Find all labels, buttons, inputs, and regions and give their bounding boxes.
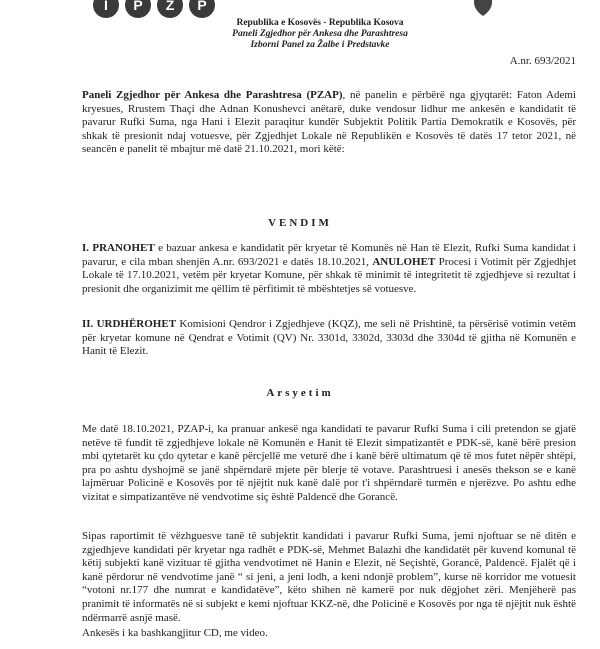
logo-letter: Z xyxy=(157,0,183,18)
reasoning-paragraph-3: Ankesës i ka bashkangjitur CD, me video. xyxy=(82,627,268,639)
reasoning-paragraph-2: Sipas raportimit të vëzhguesve tanë të subjektit kandidati i pavarur Rufki Suma, jemi njoftuar se në ditën e zgjedhjeve kandidati për kryetar nga radhët e PDK-së, Mehmet Balazhi dhe kandidatët për kuvend komunal të këtij subjekti kanë vizituar të gjitha vendvotimet në Hanin e Elezit, në Seçishtë, Gorancë, Paldencë. Fjalët që i kanë përdorur në vendvotime janë “ si jeni, a jeni lodh, a keni ndonjë problem”, kurse në korridor me votuesit “votoni nr.177 dhe numrat e kandidatëve”, këto shihen në kamerë por nuk dëgjohet zëri. Menjëherë pas pranimit të informatës në si subjekt e kemi njoftuar KKZ-në, dhe Policinë e Kosovës por nga të njëjtit nuk është ndërmarrë asnjë masë. xyxy=(82,530,576,624)
intro-paragraph xyxy=(82,89,576,157)
institution-header xyxy=(200,18,440,51)
decision-1-text: e bazuar ankesa e kandidatit për kryetar të Komunës në Han të Elezit, Rufki Suma kandidat i pavarur, e cila mban shenjën A.nr. 693/2021 e datës 18.10.2021, xyxy=(82,242,576,268)
header-line-1: Republika e Kosovës - Republika Kosova xyxy=(236,18,404,28)
header-line-3: Izborni Panel za Žalbe i Predstavke xyxy=(250,40,390,50)
ipzp-logo xyxy=(93,0,215,18)
decision-1-lead: I. PRANOHET xyxy=(82,242,155,254)
logo-letter: I xyxy=(93,0,119,18)
logo-letter: P xyxy=(125,0,151,18)
header-line-2: Paneli Zgjedhor për Ankesa dhe Parashtresa xyxy=(232,29,408,39)
decision-1-text-2: Procesi i Votimit për Zgjedhjet Lokale të 17.10.2021, vetëm për kryetar Komune, për shkak të minimit të integritetit të zgjedhjeve si rezultat i presionit dhe organizimit me qëllim të përfitimit të mbështetjes së votuesve. xyxy=(82,255,577,295)
decision-2-text: Komisioni Qendror i Zgjedhjeve (KQZ), me seli në Prishtinë, ta përsërisë votimin vetëm për kryetar komune në Qendrat e Votimit (QV) Nr. 3301d, 3302d, 3303d dhe 3304d të gjitha në Komunën e Hanit të Elezit. xyxy=(82,318,576,358)
coat-of-arms-icon xyxy=(472,0,494,16)
logo-letter: P xyxy=(189,0,215,18)
decision-1 xyxy=(82,242,576,296)
panel-name: Paneli Zgjedhor për Ankesa dhe Parashtresa (PZAP) xyxy=(82,89,343,101)
intro-text: , në panelin e përbërë nga gjyqtarët: Faton Ademi kryesues, Rrustem Thaçi dhe Adnan Konushevci anëtarë, duke vendosur lidhur me ankesën e kandidatit të pavarur Rufki Suma, nga Hani i Elezit paraqitur kundër Subjektit Politik Partia Demokratik e Kosovës, për shkak të presionit ndaj votuesve, për Zgjedhjet Lokale në Republikën e Kosovës të datës 17 tetor 2021, në seancën e panelit të mbajtur më datë 21.10.2021, mori këtë: xyxy=(82,89,576,156)
vendim-title: VENDIM xyxy=(268,217,332,229)
decision-1-lead-2: ANULOHET xyxy=(372,255,436,268)
decision-2-lead: II. URDHËROHET xyxy=(82,318,177,330)
arsyetim-title: Arsyetim xyxy=(266,387,334,399)
reasoning-paragraph-1: Me datë 18.10.2021, PZAP-i, ka pranuar ankesë nga kandidati te pavarur Rufki Suma i cili pretendon se gjatë netëve të fundit të zgjedhjeve lokale në Komunën e Hanit të Elezit simpatizantët e PDK-së, kanë bërë presion mbi qytetarët ku çdo qytetar e kanë përcjellë me veturë dhe i kanë bërë ultimatum që të mos futet nëpër shtëpi, pra po ashtu dyshojmë se janë shpërndarë mjete për blerje të votave. Parashtruesi i anesës thekson se e kanë lajmëruar Policinë e Kosovës por të njëjtit nuk kanë dalë por t'i shpërndarë turmën e njerëzve. Po ashtu edhe vizitat e simpatizantëve në vendvotime siç është Paldencë dhe Gorancë. xyxy=(82,423,576,503)
document-number: A.nr. 693/2021 xyxy=(509,55,576,67)
decision-2 xyxy=(82,318,576,359)
